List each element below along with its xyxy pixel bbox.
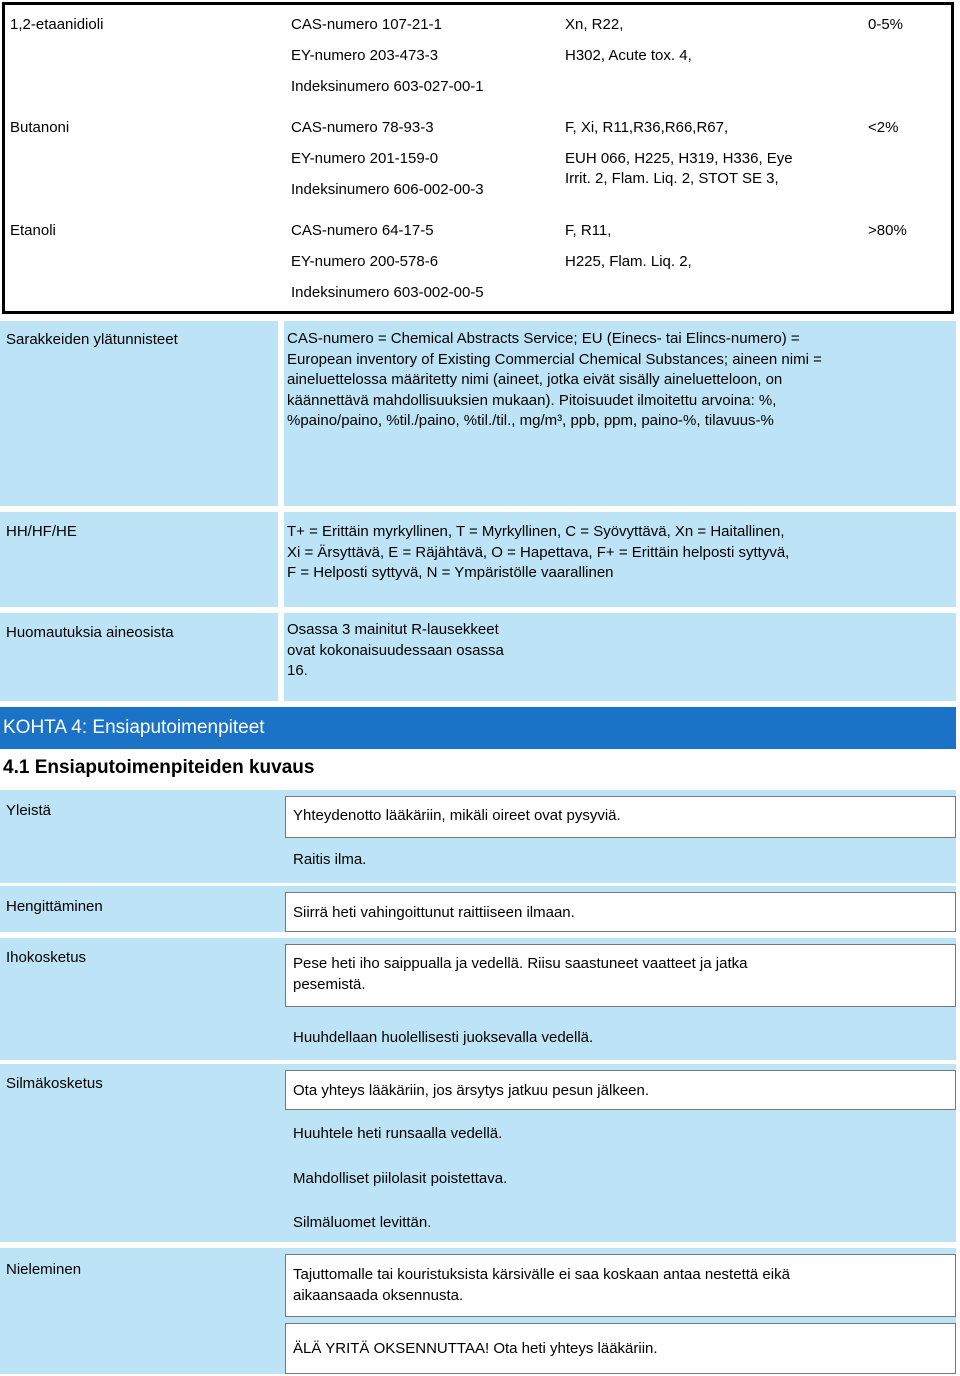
instruction-text: Huuhdellaan huolellisesti juoksevalla vedellä. xyxy=(293,1029,594,1046)
ingestion-label-cell xyxy=(0,1248,280,1374)
skin-label: Ihokosketus xyxy=(6,949,87,966)
inhalation-label-cell xyxy=(0,886,280,932)
text-line: Pese heti iho saippualla ja vedellä. Riisu saastuneet vaatteet ja jatka xyxy=(293,955,748,972)
text-line: aikaansaada oksennusta. xyxy=(293,1286,464,1304)
legend-headers-text xyxy=(287,329,822,432)
legend-label-cell xyxy=(0,321,278,506)
cas-number: CAS-numero 64-17-5 xyxy=(291,222,434,239)
hazard-text xyxy=(287,522,789,584)
instruction-text: Raitis ilma. xyxy=(293,851,367,868)
index-number: Indeksinumero 603-002-00-5 xyxy=(291,284,484,301)
classification: EUH 066, H225, H319, H336, Eye xyxy=(565,150,793,167)
index-number: Indeksinumero 603-027-00-1 xyxy=(291,78,484,95)
text-line: käännettävä mahdollisuuksien mukaan). Pitoisuudet ilmoitettu arvoina: %, xyxy=(287,391,777,409)
general-label-cell xyxy=(0,790,280,883)
instruction-text xyxy=(293,1265,790,1306)
ingestion-item-2 xyxy=(285,1323,956,1374)
cas-number: CAS-numero 107-21-1 xyxy=(291,16,442,33)
legend-text-cell xyxy=(284,321,956,506)
instruction-text: Silmäluomet levittän. xyxy=(293,1214,432,1231)
general-item-1 xyxy=(285,796,956,838)
skin-item-1 xyxy=(285,944,956,1007)
inhalation-label: Hengittäminen xyxy=(6,898,103,915)
text-line: Xi = Ärsyttävä, E = Räjähtävä, O = Hapettava, F+ = Erittäin helposti syttyvä, xyxy=(287,543,790,561)
instruction-text: Mahdolliset piilolasit poistettava. xyxy=(293,1170,508,1187)
text-line: F = Helposti syttyvä, N = Ympäristölle vaarallinen xyxy=(287,564,614,581)
concentration: <2% xyxy=(868,119,899,136)
instruction-text: ÄLÄ YRITÄ OKSENNUTTAA! Ota heti yhteys lääkäriin. xyxy=(293,1340,658,1357)
inhalation-item-1 xyxy=(285,892,956,932)
substance-name: Butanoni xyxy=(10,119,70,136)
instruction-text xyxy=(293,954,747,995)
text-line: European inventory of Existing Commercial Chemical Substances; aineen nimi = xyxy=(287,350,822,368)
classification: F, Xi, R11,R36,R66,R67, xyxy=(565,119,729,136)
concentration: 0-5% xyxy=(868,16,904,33)
classification: F, R11, xyxy=(565,222,612,239)
text-line: Osassa 3 mainitut R-lausekkeet xyxy=(287,621,499,638)
ey-number: EY-numero 203-473-3 xyxy=(291,47,439,64)
hazard-label-cell xyxy=(0,512,278,607)
substance-name: Etanoli xyxy=(10,222,56,239)
text-line: Tajuttomalle tai kouristuksista kärsivälle ei saa koskaan antaa nestettä eikä xyxy=(293,1266,790,1283)
text-line: 16. xyxy=(287,662,308,679)
text-line: T+ = Erittäin myrkyllinen, T = Myrkyllinen, C = Syövyttävä, Xn = Haitallinen, xyxy=(287,523,785,540)
concentration: >80% xyxy=(868,222,907,239)
text-line: %paino/paino, %til./paino, %til./til., mg/m³, ppb, ppm, paino-%, tilavuus-% xyxy=(287,412,774,429)
ingestion-label: Nieleminen xyxy=(6,1261,82,1278)
substances-table xyxy=(2,2,954,314)
instruction-text: Yhteydenotto lääkäriin, mikäli oireet ovat pysyviä. xyxy=(293,807,621,824)
section-title: KOHTA 4: Ensiaputoimenpiteet xyxy=(3,717,265,738)
eye-label-cell xyxy=(0,1064,280,1242)
eye-label: Silmäkosketus xyxy=(6,1075,103,1092)
instruction-text: Siirrä heti vahingoittunut raittiiseen ilmaan. xyxy=(293,904,575,921)
text-line: CAS-numero = Chemical Abstracts Service; EU (Einecs- tai Elincs-numero) = xyxy=(287,330,800,347)
notes-label: Huomautuksia aineosista xyxy=(6,624,174,641)
subsection-title: 4.1 Ensiaputoimenpiteiden kuvaus xyxy=(3,757,315,778)
instruction-text: Ota yhteys lääkäriin, jos ärsytys jatkuu pesun jälkeen. xyxy=(293,1082,650,1099)
classification: Irrit. 2, Flam. Liq. 2, STOT SE 3, xyxy=(565,170,779,187)
index-number: Indeksinumero 606-002-00-3 xyxy=(291,181,484,198)
notes-text-cell xyxy=(284,613,956,701)
section-heading xyxy=(0,707,956,749)
eye-item-1 xyxy=(285,1070,956,1110)
substance-name: 1,2-etaanidioli xyxy=(10,16,104,33)
classification: H302, Acute tox. 4, xyxy=(565,47,692,64)
instruction-text: Huuhtele heti runsaalla vedellä. xyxy=(293,1125,503,1142)
notes-label-cell xyxy=(0,613,278,701)
classification: Xn, R22, xyxy=(565,16,624,33)
text-line: ovat kokonaisuudessaan osassa xyxy=(287,641,504,659)
hazard-label: HH/HF/HE xyxy=(6,523,77,540)
ingestion-item-1 xyxy=(285,1254,956,1317)
skin-label-cell xyxy=(0,938,280,1060)
text-line: pesemistä. xyxy=(293,975,366,993)
hazard-text-cell xyxy=(284,512,956,607)
ey-number: EY-numero 200-578-6 xyxy=(291,253,439,270)
text-line: aineluettelossa määritetty nimi (aineet, jotka eivät sisälly aineluetteloon, on xyxy=(287,371,783,388)
legend-headers-label: Sarakkeiden ylätunnisteet xyxy=(6,331,178,348)
ey-number: EY-numero 201-159-0 xyxy=(291,150,439,167)
notes-text xyxy=(287,620,504,682)
classification: H225, Flam. Liq. 2, xyxy=(565,253,692,270)
general-label: Yleistä xyxy=(6,802,52,819)
cas-number: CAS-numero 78-93-3 xyxy=(291,119,434,136)
